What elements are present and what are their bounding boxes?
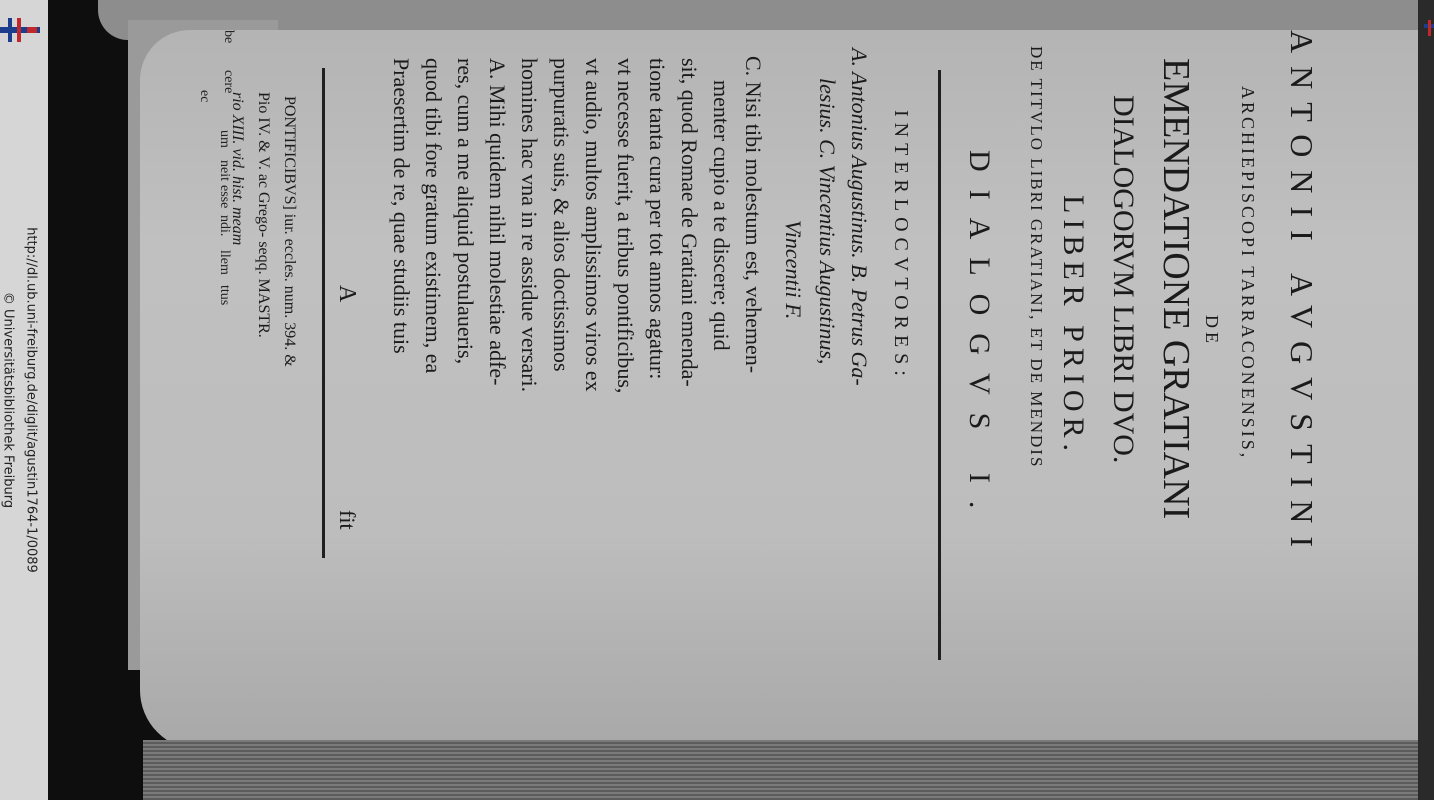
- body-line: vt audio, multos amplissimos viros ex: [581, 58, 606, 392]
- title-line-7: DIALOGVS I.: [963, 150, 996, 527]
- body-line: quod tibi fore gratum existimem, ea: [421, 58, 446, 374]
- viewer-sidebar: [0, 0, 48, 800]
- page-edges: [143, 740, 1434, 800]
- signature-mark: A: [334, 285, 360, 303]
- catchword: fit: [335, 510, 360, 530]
- speakers-line-1: A. Antonius Augustinus. B. Petrus Ga-: [847, 48, 872, 386]
- body-line: res, cum a me aliquid postulaueris,: [453, 58, 478, 365]
- book-scan-image: [48, 0, 1434, 800]
- speakers-line-3: Vincentii F.: [781, 220, 806, 320]
- body-line: C. Nisi tibi molestum est, vehemen-: [741, 56, 766, 374]
- title-line-5: LIBER PRIOR.: [1057, 195, 1090, 458]
- left-page-fragment: neit: [217, 160, 232, 181]
- left-page-fragment: ndi.: [217, 215, 232, 237]
- book-page: [140, 30, 1434, 750]
- source-url[interactable]: http://dl.ub.uni-freiburg.de/diglit/agustin1764-1/0089: [23, 227, 39, 573]
- body-line: vt necesse fuerit, a tribus pontificibus,: [613, 58, 638, 394]
- book-spine: [1418, 0, 1434, 800]
- author-line: ANTONII AVGVSTINI: [1284, 30, 1320, 561]
- body-line: menter cupio a te discere; quid: [709, 80, 734, 351]
- body-line: sit, quod Romae de Gratiani emenda-: [677, 58, 702, 387]
- body-line: purpuratis suis, & alios doctissimos: [549, 58, 574, 372]
- library-logo-icon: [0, 16, 40, 46]
- title-de: DE: [1202, 315, 1222, 347]
- title-line-6: DE TITVLO LIBRI GRATIANI, ET DE MENDIS: [1027, 46, 1046, 469]
- body-line: A. Mihi quidem nihil molestiae adfe-: [485, 58, 510, 386]
- copyright-notice: © Universitätsbibliothek Freiburg: [0, 291, 16, 509]
- footnote-line: Pio IV. & V. ac Grego- seqq. MASTR.: [255, 92, 272, 338]
- body-line: homines hac vna in re assidue versari.: [517, 58, 542, 393]
- footnote-line: rio XIII. vid. hist. meam: [229, 92, 246, 246]
- title-line-3: EMENDATIONE GRATIANI: [1155, 58, 1197, 520]
- left-page-fragment: be: [221, 30, 236, 44]
- interlocutores-heading: INTERLOCVTORES:: [890, 110, 912, 382]
- left-page-fragment: ttus: [217, 285, 232, 306]
- body-line: tione tanta cura per tot annos agatur:: [645, 58, 670, 380]
- left-page-fragment: ec: [197, 90, 212, 103]
- body-line: Praesertim de re, quae studiis tuis: [389, 58, 414, 354]
- title-line-4: DIALOGORVM LIBRI DVO.: [1107, 95, 1140, 464]
- corner-flag-icon: [1424, 20, 1434, 38]
- title-line-1: ARCHIEPISCOPI TARRACONENSIS,: [1238, 86, 1258, 461]
- left-page-fragment: cere: [221, 70, 236, 94]
- speakers-line-2: lesius. C. Vincentius Augustinus,: [815, 78, 840, 365]
- left-page-fragment: llem: [217, 250, 232, 275]
- footnote-line: PONTIFICIBVS] iur. eccles. num. 394. &: [281, 96, 298, 367]
- left-page-fragment: esse: [217, 185, 232, 209]
- left-page-fragment: um: [217, 130, 232, 148]
